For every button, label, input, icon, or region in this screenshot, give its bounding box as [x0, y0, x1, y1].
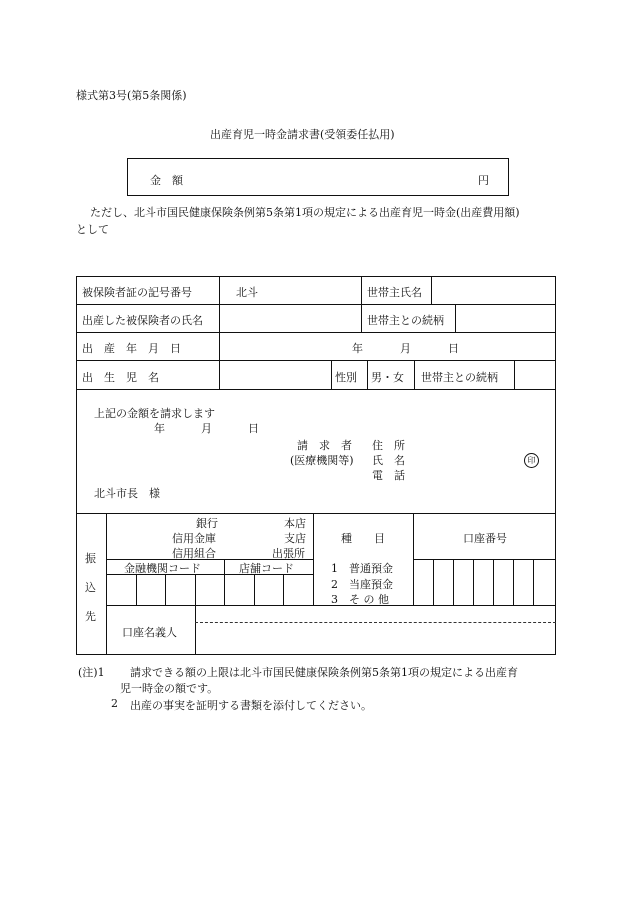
child-name-field[interactable] [222, 364, 328, 384]
amount-unit: 円 [478, 174, 489, 187]
claimant-sub-label: (医療機関等) [290, 454, 354, 467]
child-relation-label: 世帯主との続柄 [421, 371, 498, 384]
birth-date-field[interactable] [222, 336, 552, 356]
note-1-line-2: 児一時金の額です。 [120, 682, 219, 695]
claimant-label: 請 求 者 [297, 439, 352, 452]
request-year: 年 [154, 422, 165, 435]
bank-name-field[interactable] [110, 516, 170, 556]
birth-date-month: 月 [400, 342, 411, 355]
claimant-info-field[interactable] [412, 434, 522, 480]
child-name-label: 出 生 児 名 [82, 371, 159, 384]
account-type-label: 種 目 [341, 532, 385, 545]
gender-label: 性別 [335, 371, 357, 384]
householder-name-field[interactable] [434, 280, 552, 300]
note-2-number: 2 [111, 697, 118, 710]
gender-options[interactable]: 男・女 [371, 371, 404, 384]
credit-union-label: 信用組合 [172, 547, 216, 560]
account-holder-label: 口座名義人 [122, 626, 177, 639]
transfer-side-1: 振 [85, 552, 96, 565]
notes-prefix: (注)1 [78, 666, 105, 679]
branch-label: 支店 [284, 532, 306, 545]
account-type-2[interactable]: 2 当座預金 [331, 578, 393, 591]
account-type-3[interactable]: 3 そ の 他 [331, 593, 389, 606]
transfer-side-2: 込 [85, 581, 96, 594]
birth-date-day: 日 [448, 342, 459, 355]
account-type-1[interactable]: 1 普通預金 [331, 562, 393, 575]
bank-label: 銀行 [196, 517, 218, 530]
relation-label: 世帯主との続柄 [367, 314, 444, 327]
account-holder-field[interactable] [198, 607, 554, 652]
bank-code-label: 金融機関コード [124, 562, 201, 575]
bank-code-field[interactable] [108, 576, 222, 603]
amount-box[interactable] [127, 158, 509, 196]
branch-name-field[interactable] [222, 516, 270, 556]
insured-number-prefix: 北斗 [236, 286, 258, 299]
relation-field[interactable] [458, 308, 552, 328]
amount-label: 金 額 [150, 174, 183, 187]
branch-code-field[interactable] [226, 576, 311, 603]
note-1-line-1: 請求できる額の上限は北斗市国民健康保険条例第5条第1項の規定による出産育 [130, 666, 518, 679]
birth-date-year: 年 [352, 342, 363, 355]
insured-number-label: 被保険者証の記号番号 [82, 286, 192, 299]
request-month: 月 [201, 422, 212, 435]
addressee: 北斗市長 様 [94, 487, 160, 500]
account-number-label: 口座番号 [463, 532, 507, 545]
birth-date-label: 出 産 年 月 日 [82, 342, 181, 355]
transfer-side-3: 先 [85, 610, 96, 623]
account-number-field[interactable] [415, 561, 554, 603]
sub-office-label: 出張所 [272, 547, 305, 560]
request-day: 日 [248, 422, 259, 435]
child-relation-field[interactable] [517, 364, 553, 384]
form-number: 様式第3号(第5条関係) [76, 89, 187, 102]
request-statement: 上記の金額を請求します [94, 407, 215, 420]
intro-line-1: ただし、北斗市国民健康保険条例第5条第1項の規定による出産育児一時金(出産費用額) [90, 206, 520, 219]
householder-name-label: 世帯主氏名 [367, 286, 422, 299]
branch-code-label: 店舗コード [239, 562, 294, 575]
address-label: 住 所 [372, 439, 405, 452]
note-2: 出産の事実を証明する書類を添付してください。 [130, 699, 372, 712]
intro-line-2: として [76, 223, 109, 236]
insured-number-field[interactable] [224, 282, 359, 300]
head-office-label: 本店 [284, 517, 306, 530]
phone-label: 電 話 [372, 469, 405, 482]
birth-insured-name-field[interactable] [222, 308, 358, 328]
birth-insured-name-label: 出産した被保険者の氏名 [82, 314, 203, 327]
name-label: 氏 名 [372, 454, 405, 467]
page-title: 出産育児一時金請求書(受領委任払用) [210, 128, 395, 141]
seal-icon: 印 [524, 453, 539, 468]
credit-bank-label: 信用金庫 [172, 532, 216, 545]
